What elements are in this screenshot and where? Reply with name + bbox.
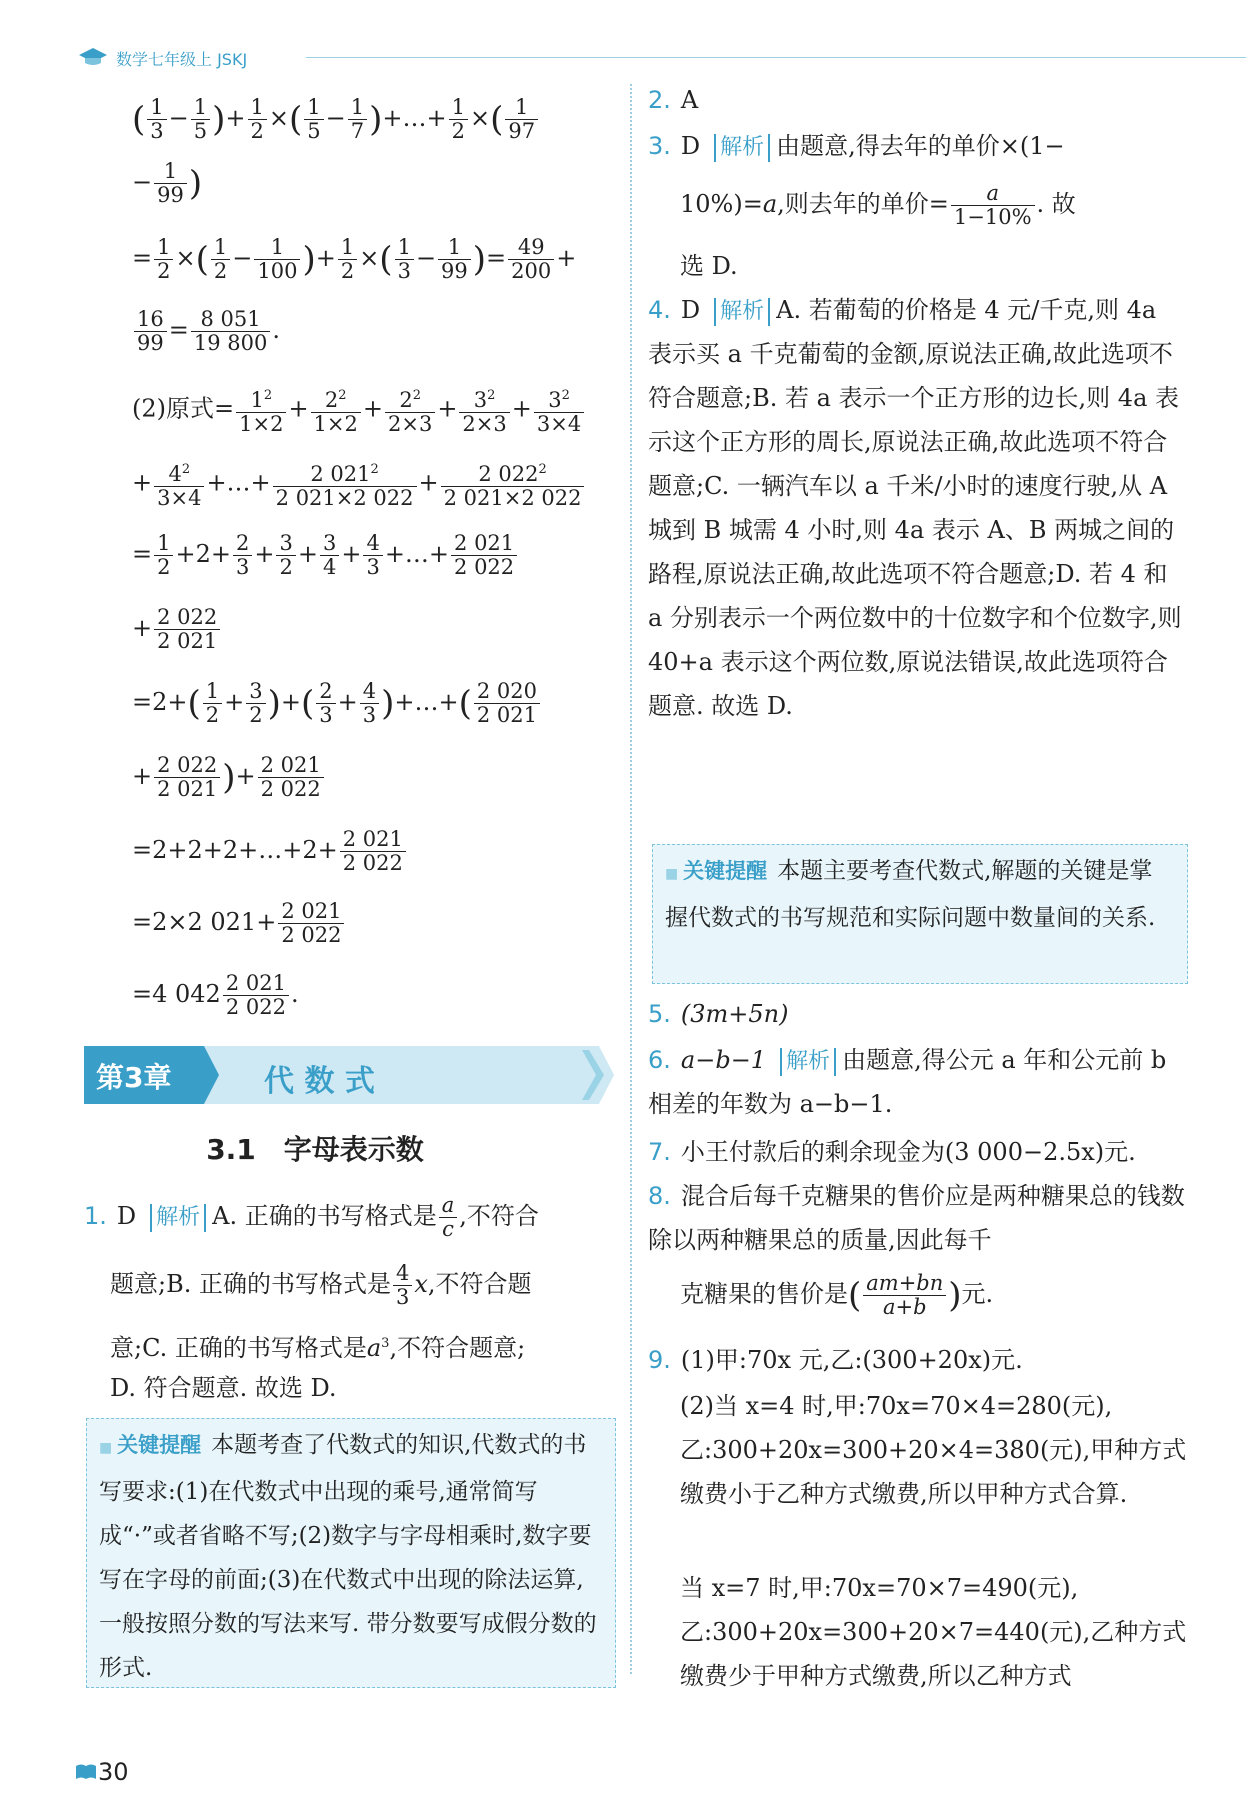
page-header bbox=[68, 40, 1188, 74]
book-icon bbox=[74, 1762, 98, 1782]
key-tip-text: 本题考查了代数式的知识,代数式的书写要求:(1)在代数式中出现的乘号,通常简写成“·”或者省略不写;(2)数字与字母相乘时,数字要写在字母的前面;(3)在代数式中出现的除法运算,一般按照分数的写法来写. 带分数要写成假分数的形式. bbox=[99, 1432, 597, 1681]
math-line-12: =2×2 021+ $\frac{2 021}{2 022}$ bbox=[132, 900, 346, 947]
math-line-11: =2+2+2+…+2+ $\frac{2 021}{2 022}$ bbox=[132, 828, 408, 875]
analysis-tag: 解析 bbox=[714, 134, 770, 162]
graduation-cap-icon bbox=[78, 46, 108, 68]
column-separator bbox=[630, 84, 632, 1674]
question-9: 9. (1)甲:70x 元,乙:(300+20x)元. bbox=[648, 1346, 1023, 1374]
question-9-part2: (2)当 x=4 时,甲:70x=70×4=280(元),乙:300+20x=300+20×4=380(元),甲种方式缴费小于乙种方式缴费,所以甲种方式合算. bbox=[680, 1392, 1187, 1508]
page-number: 30 bbox=[98, 1758, 129, 1786]
question-4: 4. D 解析 A. 若葡萄的价格是 4 元/千克,则 4a 表示买 a 千克葡萄的金额,原说法正确,故此选项不符合题意;B. 若 a 表示一个正方形的边长,则 4a 表示这个正方形的周长,原说法正确,故此选项不符合题意;C. 一辆汽车以 a 千米/小时的速度行驶,从 A 城到 B 城需 4 小时,则 4a 表示 A、B 两城之间的路程,原说法正确,故此选项不符合题意;D. 若 4 和 a 分别表示一个两位数中的十位数字和个位数字,则 40+a 表示这个两位数,原说法错误,故此选项符合题意. 故选 D. bbox=[648, 296, 1182, 720]
question-2: 2. A bbox=[648, 86, 699, 114]
header-title: 数学七年级上 JSKJ bbox=[116, 50, 248, 69]
section-title: 3.1 字母表示数 bbox=[206, 1133, 424, 1166]
chapter-banner bbox=[84, 1040, 614, 1110]
math-line-2: − $\frac{1}{99}$ ) bbox=[132, 159, 203, 207]
analysis-tag: 解析 bbox=[714, 298, 770, 326]
math-line-4: $\frac{16}{99}$ = $\frac{8 051}{19 800}$ . bbox=[132, 308, 280, 355]
key-tip-text: 本题主要考查代数式,解题的关键是掌握代数式的书写规范和实际问题中数量间的关系. bbox=[665, 858, 1156, 931]
math-line-3: = $\frac{1}{2}$ ×( $\frac{1}{2}$ − $\frac{1}{100}$ )+ $\frac{1}{2}$ ×( $\frac{1}{3}$ − $\frac{1}{99}$ )= $\frac{49}{200}$ + bbox=[132, 235, 577, 283]
key-tip-label: ■ 关键提醒 bbox=[665, 859, 767, 883]
key-tip-box-2 bbox=[652, 844, 1188, 984]
question-5: 5. (3m+5n) bbox=[648, 1000, 789, 1028]
question-9-part3: 当 x=7 时,甲:70x=70×7=490(元),乙:300+20x=300+20×7=440(元),乙种方式缴费少于甲种方式缴费,所以乙种方式 bbox=[680, 1574, 1187, 1690]
analysis-tag: 解析 bbox=[150, 1204, 206, 1232]
question-8-line3: 克糖果的售价是( $\frac{am+bn}{a+b}$ )元. bbox=[680, 1271, 994, 1319]
question-3: 3. D 解析 由题意,得去年的单价×(1− bbox=[648, 132, 1065, 160]
question-1-line3: 意;C. 正确的书写格式是$a^3$,不符合题意; bbox=[110, 1334, 526, 1362]
math-line-1: ( $\frac{1}{3}$ − $\frac{1}{5}$ )+ $\frac{1}{2}$ ×( $\frac{1}{5}$ − $\frac{1}{7}$ )+…+ $\frac{1}{2}$ ×( $\frac{1}{97}$ bbox=[132, 96, 540, 143]
question-3-line2: 10%)=a,则去年的单价= $\frac{a}{1-10\%}$ . 故 bbox=[680, 181, 1076, 229]
question-1-line4: D. 符合题意. 故选 D. bbox=[110, 1374, 337, 1402]
question-6: 6. a−b−1 解析 由题意,得公元 a 年和公元前 b 相差的年数为 a−b−1. bbox=[648, 1046, 1167, 1118]
math-line-9: =2+( $\frac{1}{2}$ + $\frac{3}{2}$ )+( $\frac{2}{3}$ + $\frac{4}{3}$ )+…+( $\frac{2 020}{2 021}$ bbox=[132, 680, 542, 727]
chapter-label: 第3章 bbox=[96, 1061, 172, 1094]
analysis-tag: 解析 bbox=[780, 1048, 836, 1076]
key-tip-label: ■ 关键提醒 bbox=[99, 1433, 201, 1457]
math-line-5: (2)原式= $\frac{1^2}{1\times 2}$ + $\frac{2^2}{1\times 2}$ + $\frac{2^2}{2\times 3}$ + $\frac{3^2}{2\times 3}$ + $\frac{3^2}{3\times 4}$ bbox=[132, 384, 586, 436]
math-line-10: + $\frac{2 022}{2 021}$ )+ $\frac{2 021}{2 022}$ bbox=[132, 754, 326, 801]
key-tip-box bbox=[86, 1418, 616, 1688]
question-1: 1. D 解析 A. 正确的书写格式是 $\frac{a}{c}$ ,不符合 bbox=[84, 1193, 539, 1241]
question-8: 8. 混合后每千克糖果的售价应是两种糖果总的钱数除以两种糖果总的质量,因此每千 bbox=[648, 1182, 1185, 1254]
math-line-7: = $\frac{1}{2}$ +2+ $\frac{2}{3}$ + $\frac{3}{2}$ + $\frac{3}{4}$ + $\frac{4}{3}$ +…+ $\frac{2 021}{2 022}$ bbox=[132, 532, 519, 579]
page-number-badge bbox=[74, 1752, 129, 1796]
math-line-6: + $\frac{4^2}{3\times 4}$ +…+ $\frac{2 021^2}{2 021\times 2 022}$ + $\frac{2 022^2}{2 021\times 2 022}$ bbox=[132, 458, 586, 510]
question-7: 7. 小王付款后的剩余现金为(3 000−2.5x)元. bbox=[648, 1138, 1136, 1166]
header-rule bbox=[306, 57, 1246, 58]
math-line-8: + $\frac{2 022}{2 021}$ bbox=[132, 606, 222, 653]
math-line-13: =4 042 $\frac{2 021}{2 022}$ . bbox=[132, 971, 299, 1019]
chapter-title: 代 数 式 bbox=[264, 1064, 375, 1099]
question-3-line3: 选 D. bbox=[680, 252, 738, 280]
question-1-line2: 题意;B. 正确的书写格式是 $\frac{4}{3}$ x,不符合题 bbox=[110, 1261, 532, 1309]
